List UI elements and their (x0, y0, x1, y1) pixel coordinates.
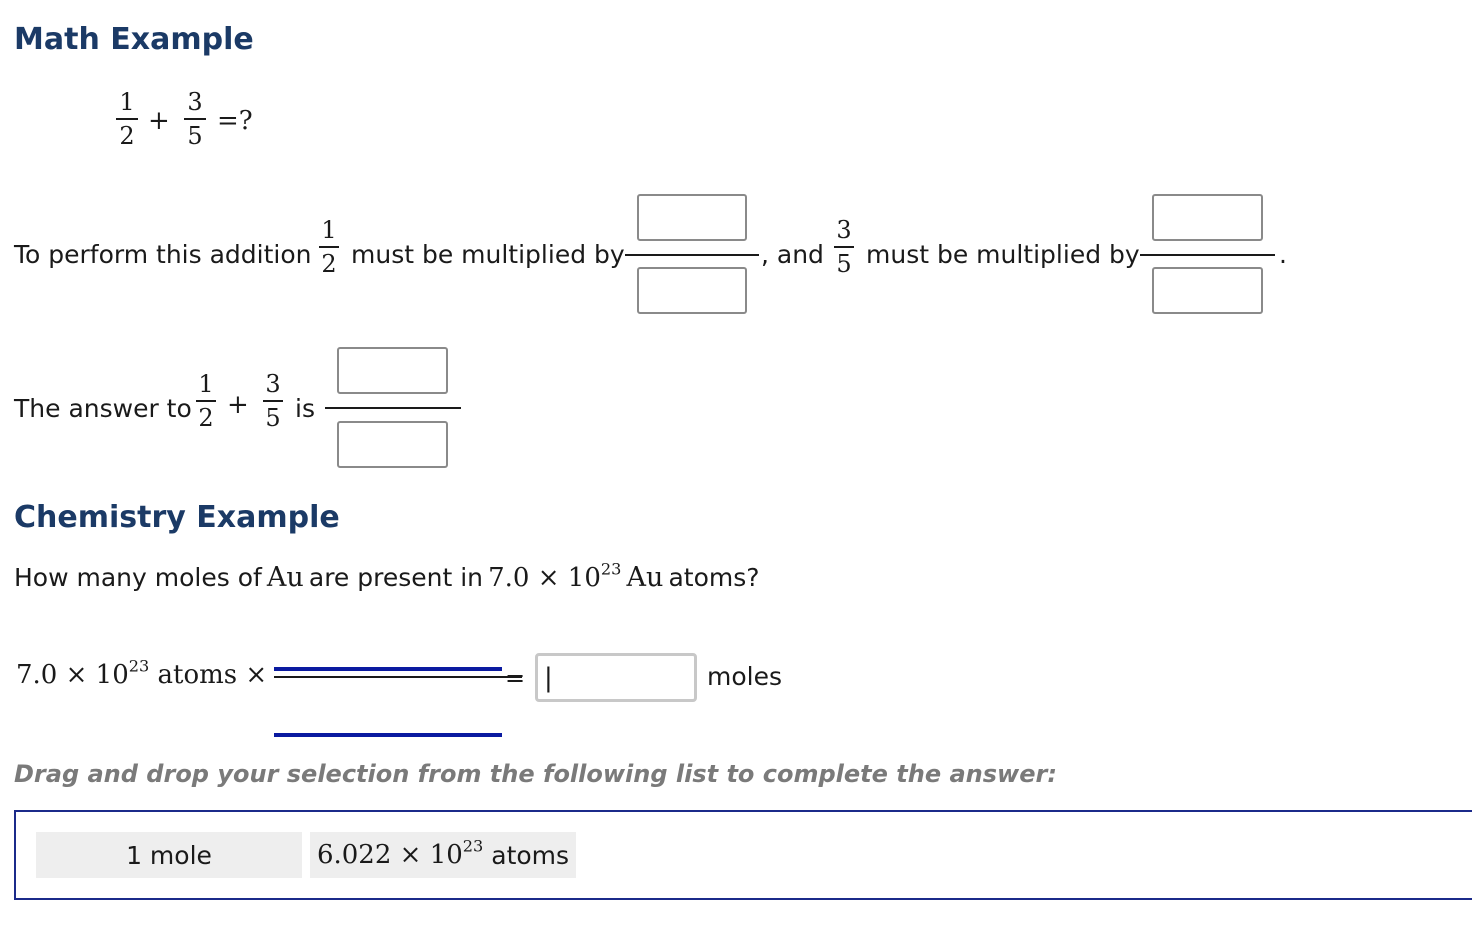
atom-count: $7.0 \times 10^{23}$ (488, 559, 622, 593)
given-quantity: $7.0 \times 10^{23}$ atoms × (16, 656, 268, 690)
q1-multiplier-2-denominator-input[interactable] (1152, 267, 1263, 314)
drag-drop-instruction: Drag and drop your selection from the following list to complete the answer: (14, 760, 1057, 788)
equals-question: =? (217, 106, 253, 136)
q1-prefix-text: To perform this addition (14, 240, 312, 269)
q1-fraction-three-fifths: 3 5 (834, 216, 854, 278)
moles-answer-input[interactable] (535, 653, 697, 702)
q2-fraction-three-fifths: 3 5 (263, 370, 283, 432)
numerator-drop-target[interactable] (274, 667, 502, 671)
q1-mid-text: must be multiplied by (351, 240, 625, 269)
q2-fraction-half: 1 2 (196, 370, 216, 432)
q1-multiplier-1-numerator-input[interactable] (637, 194, 747, 241)
q1-mid2-text: must be multiplied by (866, 240, 1140, 269)
equation-fraction-2: 3 5 (184, 88, 206, 150)
option-avogadro-atoms[interactable]: $6.022 \times 10^{23}$ atoms (310, 832, 576, 878)
q1-and-text: , and (761, 240, 824, 269)
equation-fraction-1: 1 2 (116, 88, 138, 150)
q1-multiplier-2-numerator-input[interactable] (1152, 194, 1263, 241)
q1-multiplier-1-fraction-bar (625, 254, 759, 256)
chemistry-example-heading: Chemistry Example (14, 500, 340, 535)
q1-multiplier-2-fraction-bar (1140, 254, 1275, 256)
chemistry-question: How many moles of Au are present in $7.0 \times 10^{23}$ Au atoms? (14, 559, 760, 593)
q2-plus-sign: + (227, 390, 249, 420)
element-symbol: Au (266, 562, 304, 593)
q2-answer-denominator-input[interactable] (337, 421, 448, 468)
denominator-drop-target[interactable] (274, 733, 502, 737)
q1-fraction-half: 1 2 (319, 216, 339, 278)
q2-prefix-text: The answer to (14, 394, 192, 423)
q2-answer-fraction-bar (325, 407, 461, 409)
moles-unit-label: moles (707, 662, 782, 691)
q1-multiplier-1-denominator-input[interactable] (637, 267, 747, 314)
conversion-fraction-bar (274, 676, 522, 678)
element-symbol-2: Au (626, 562, 664, 593)
q1-period: . (1279, 240, 1287, 269)
math-example-heading: Math Example (14, 22, 254, 57)
q2-answer-numerator-input[interactable] (337, 347, 448, 394)
text-cursor: | (544, 662, 553, 693)
option-1-mole[interactable]: 1 mole (36, 832, 302, 878)
q2-is-text: is (295, 394, 315, 423)
plus-sign: + (148, 106, 170, 136)
equals-sign: = (505, 664, 526, 692)
